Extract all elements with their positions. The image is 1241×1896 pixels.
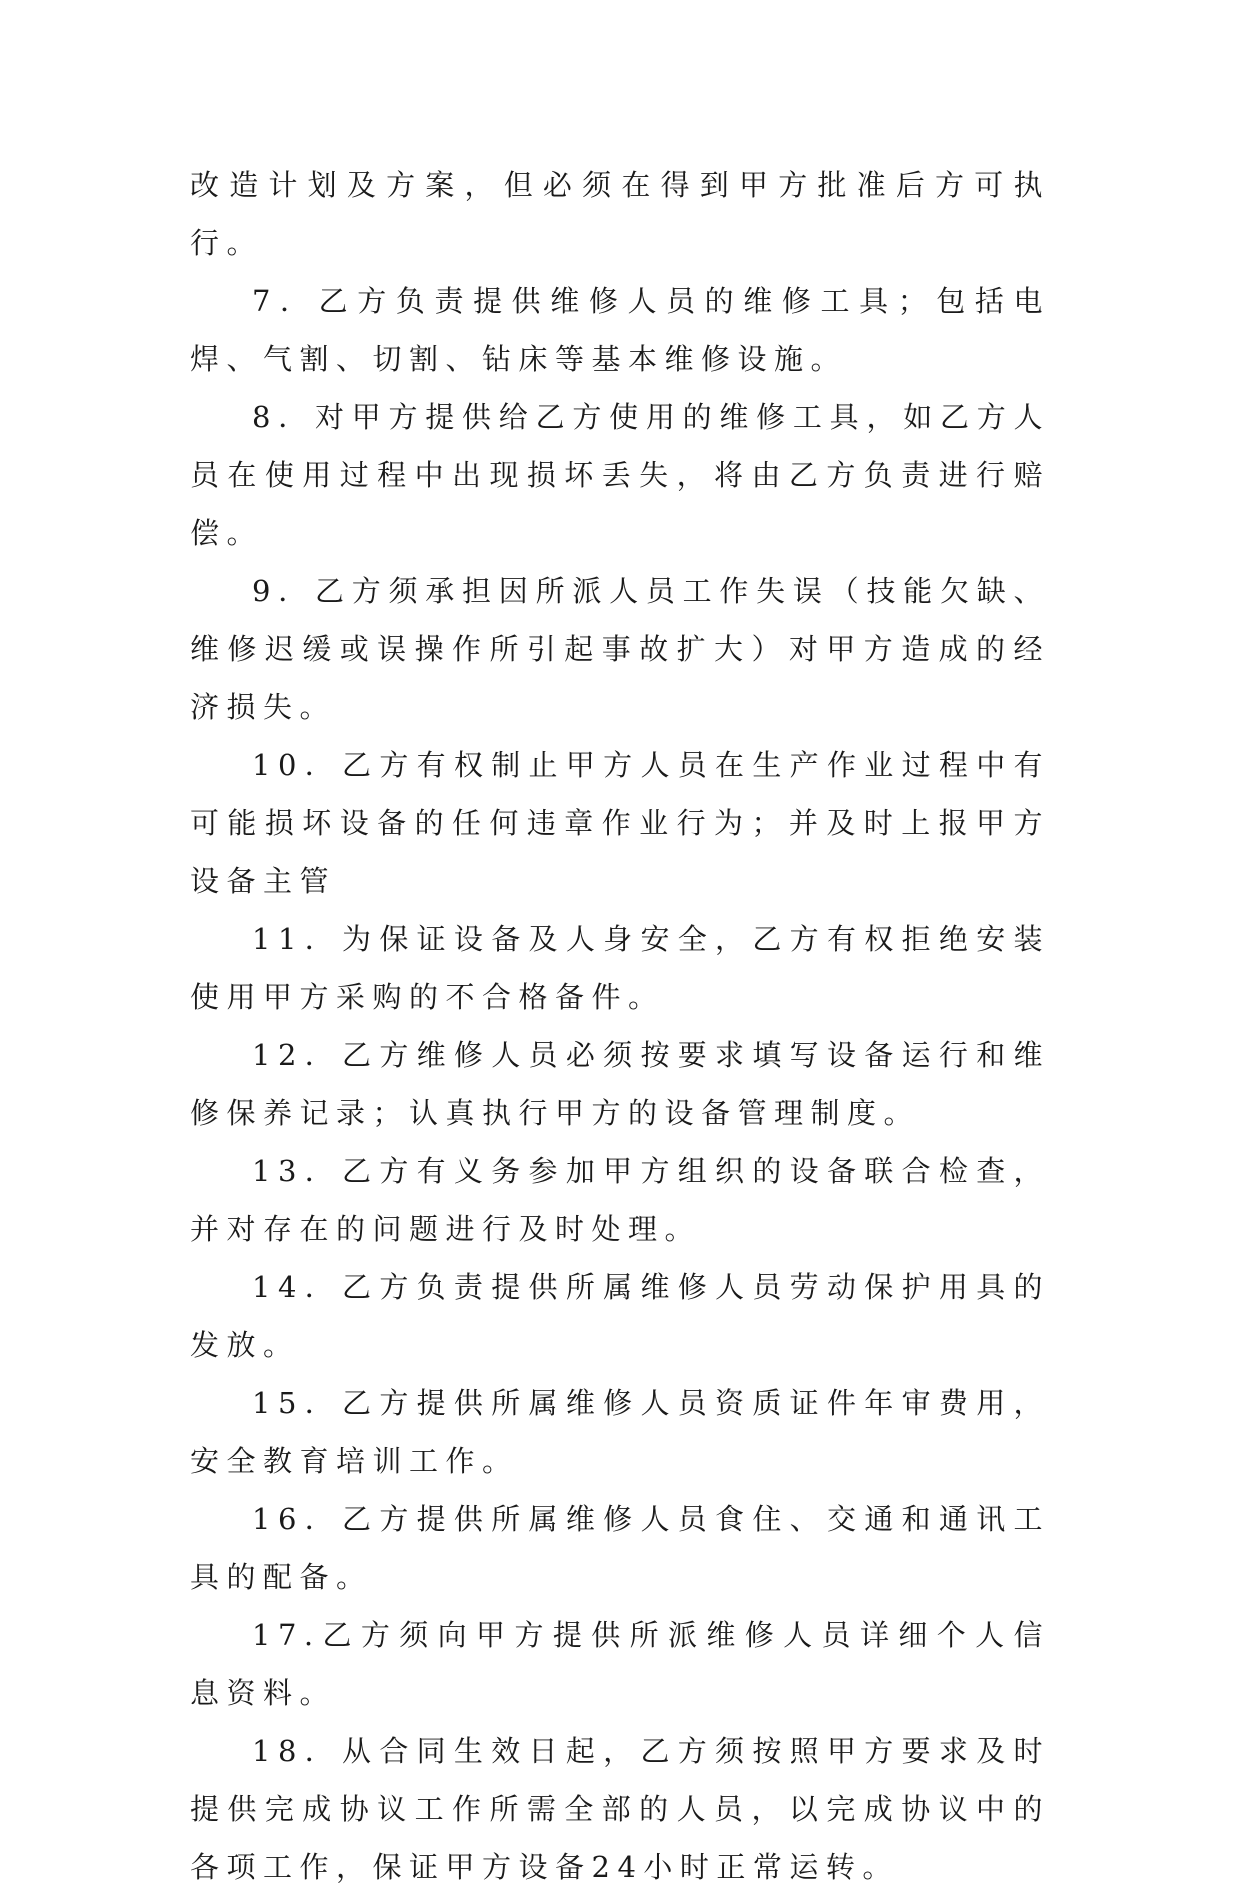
paragraph-item-7: 7．乙方负责提供维修人员的维修工具；包括电焊、气割、切割、钻床等基本维修设施。 [190,284,1050,376]
paragraph-item-11: 11．为保证设备及人身安全，乙方有权拒绝安装使用甲方采购的不合格备件。 [190,922,1050,1014]
paragraph-item-9: 9．乙方须承担因所派人员工作失误（技能欠缺、维修迟缓或误操作所引起事故扩大）对甲方造成的经济损失。 [190,574,1050,724]
paragraph-item-8: 8．对甲方提供给乙方使用的维修工具，如乙方人员在使用过程中出现损坏丢失，将由乙方负责进行赔偿。 [190,400,1050,550]
paragraph-item-13: 13．乙方有义务参加甲方组织的设备联合检查，并对存在的问题进行及时处理。 [190,1154,1050,1246]
paragraph-item-14: 14．乙方负责提供所属维修人员劳动保护用具的发放。 [190,1270,1050,1362]
document-body [190,156,1050,1896]
paragraph-item-10: 10．乙方有权制止甲方人员在生产作业过程中有可能损坏设备的任何违章作业行为；并及时上报甲方设备主管 [190,748,1050,898]
paragraph-6-continuation: 改造计划及方案，但必须在得到甲方批准后方可执行。 [190,168,1050,260]
paragraph-item-18: 18．从合同生效日起，乙方须按照甲方要求及时提供完成协议工作所需全部的人员，以完成协议中的各项工作，保证甲方设备24小时正常运转。 [190,1734,1050,1884]
paragraph-item-15: 15．乙方提供所属维修人员资质证件年审费用，安全教育培训工作。 [190,1386,1050,1478]
paragraph-item-17: 17.乙方须向甲方提供所派维修人员详细个人信息资料。 [190,1618,1050,1710]
paragraph-item-12: 12．乙方维修人员必须按要求填写设备运行和维修保养记录；认真执行甲方的设备管理制度。 [190,1038,1050,1130]
paragraph-item-16: 16．乙方提供所属维修人员食住、交通和通讯工具的配备。 [190,1502,1050,1594]
